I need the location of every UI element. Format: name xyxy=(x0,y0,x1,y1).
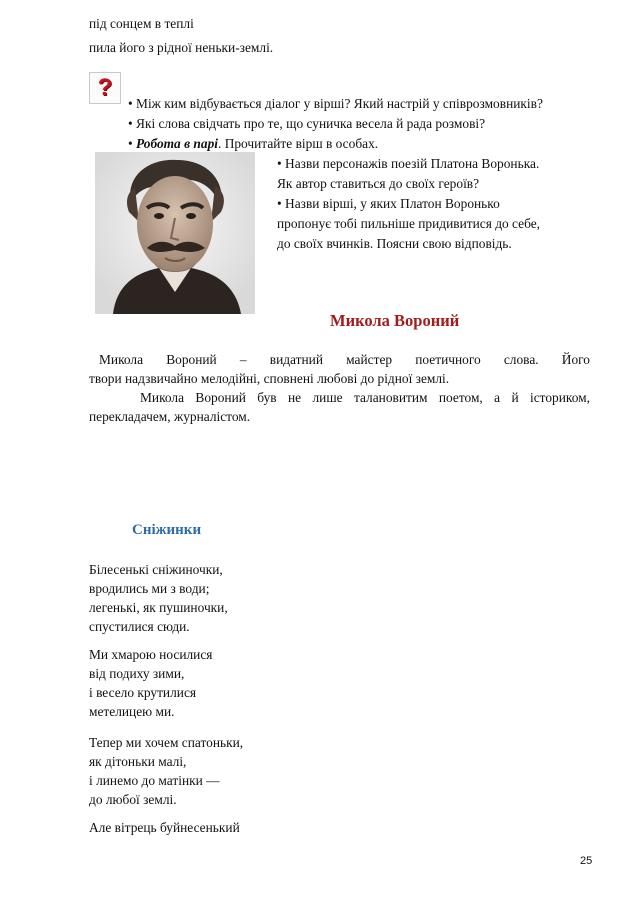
task-item: • Назви вірші, у яких Платон Воронько xyxy=(277,196,500,211)
portrait-illustration xyxy=(95,152,255,314)
poem-line: вродились ми з води; xyxy=(89,581,210,596)
poem-line: Але вітрець буйнесенький xyxy=(89,820,240,835)
author-portrait xyxy=(95,152,255,314)
bio-paragraph-line: твори надзвичайно мелодійні, сповнені любові до рідної землі. xyxy=(89,371,450,386)
bio-paragraph-line: перекладачем, журналістом. xyxy=(89,409,251,424)
page-number: 25 xyxy=(580,855,593,867)
pair-work-text: . Прочитайте вірш в особах. xyxy=(218,136,379,151)
poem-line: і весело крутилися xyxy=(89,685,197,700)
poem-title: Сніжинки xyxy=(132,522,202,538)
task-item: до своїх вчинків. Поясни свою відповідь. xyxy=(277,236,512,251)
task-item: • Назви персонажів поезій Платона Воронька. xyxy=(277,156,540,171)
task-item: пропонує тобі пильніше придивитися до себе, xyxy=(277,216,541,231)
task-item: Як автор ставиться до своїх героїв? xyxy=(277,176,480,191)
poem-line: метелицею ми. xyxy=(89,704,175,719)
question-mark-icon xyxy=(89,72,121,104)
pair-work-item xyxy=(128,134,378,153)
question-item: • Між ким відбувається діалог у вірші? Який настрій у співрозмовників? xyxy=(128,96,543,111)
poem-line: Тепер ми хочем спатоньки, xyxy=(89,735,244,750)
poem-line: спустилися сюди. xyxy=(89,619,190,634)
question-mark-glyph: ? xyxy=(97,74,113,101)
poem-line: і линемо до матінки — xyxy=(89,773,220,788)
author-heading: Микола Вороний xyxy=(330,311,460,330)
verse-line: під сонцем в теплі xyxy=(89,16,194,31)
verse-line: пила його з рідної неньки-землі. xyxy=(89,40,274,55)
question-item: • Які слова свідчать про те, що суничка весела й рада розмові? xyxy=(128,116,486,131)
poem-line: Білесенькі сніжиночки, xyxy=(89,562,223,577)
poem-line: легенькі, як пушиночки, xyxy=(89,600,228,615)
pair-work-label: Робота в парі xyxy=(136,136,218,151)
bio-paragraph-line: Микола Вороний був не лише талановитим поетом, а й істориком, xyxy=(140,390,590,405)
poem-line: до любої землі. xyxy=(89,792,177,807)
bio-paragraph-line: Микола Вороний – видатний майстер поетичного слова. Його xyxy=(99,352,590,367)
poem-line: від подиху зими, xyxy=(89,666,185,681)
poem-line: як дітоньки малі, xyxy=(89,754,187,769)
poem-line: Ми хмарою носилися xyxy=(89,647,213,662)
pair-work-prefix: • xyxy=(128,136,137,151)
